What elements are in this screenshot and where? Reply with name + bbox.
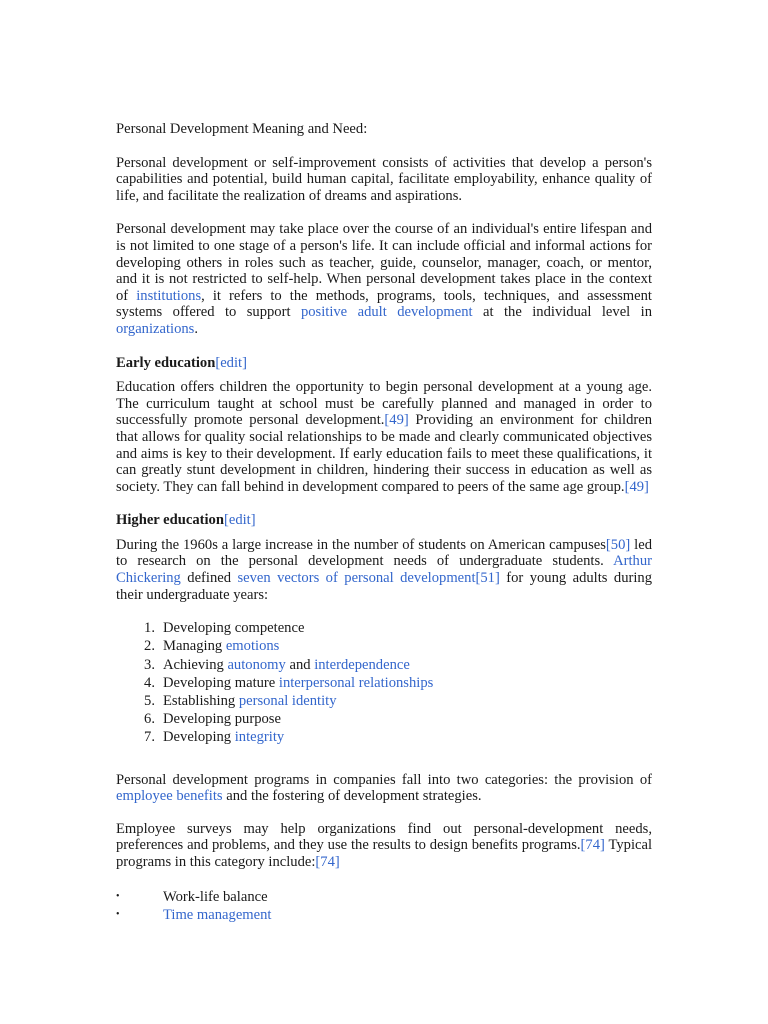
citation-74[interactable]: [74] [580,837,605,854]
list-item [116,656,652,674]
text-run: Typical programs in this category include: [116,837,653,871]
text-run: , it refers to the methods, programs, tools, techniques, and assessment systems offered to support [116,287,652,321]
intro-paragraph-1: Personal development or self-improvement consists of activities that develop a person's capabilities and potential, build human capital, facilitate employability, enhance quality of life, and facilitate the realization of dreams and aspirations. [116,154,652,204]
link-positive-adult-development[interactable]: positive adult development [300,304,473,321]
text-run: Employee surveys may help organizations find out personal-development needs, preferences and problems, and they use the results to design benefits programs. [116,820,652,854]
text-run: Establishing [163,693,239,710]
document-page [116,121,652,924]
heading-higher-education [116,512,652,529]
citation-74[interactable]: [74] [315,854,340,871]
list-number: 5. [144,693,155,710]
list-number: 4. [144,674,155,691]
programs-paragraph [116,772,652,805]
text-run: Developing purpose [163,711,281,728]
list-number: 6. [144,711,155,728]
link-organizations[interactable]: organizations [116,320,195,337]
text-run: Providing an environment for children that allows for quality social relationships to be made and clearly communicated objectives and aims is key to their development. If early education fails to meet these qualifications, it can greatly stunt development in children, hindering their success in education as well as society. They can fall behind in development compared to peers of the same age group. [116,412,652,495]
text-run: Personal development may take place over the course of an individual's entire lifespan and is not limited to one stage of a person's life. It can include official and informal actions for developing others in roles such as teacher, guide, counselor, manager, coach, or mentor, and it is not restricted to self-help. When personal development takes place in the context of [116,221,652,304]
list-number: 7. [144,729,155,746]
link-employee-benefits[interactable]: employee benefits [116,788,223,805]
bullet-icon: • [116,908,120,920]
citation-49[interactable]: [49] [384,412,409,429]
text-run: led to research on the personal development needs of undergraduate students. [116,536,652,570]
citation-51[interactable]: [51] [475,570,500,587]
vectors-list [116,619,652,746]
list-item [116,637,652,655]
citation-50[interactable]: [50] [605,536,631,553]
text-run: Developing mature [163,674,279,691]
heading-text: Higher education [116,512,224,529]
heading-early-education [116,355,652,372]
link-interpersonal-relationships[interactable]: interpersonal relationships [278,674,434,691]
text-run: Developing [163,729,235,746]
list-item [116,619,652,637]
edit-link-early-education[interactable]: [edit] [215,354,247,371]
text-run: During the 1960s a large increase in the number of students on American campuses [116,536,606,553]
higher-education-paragraph [116,537,652,603]
link-emotions[interactable]: emotions [225,638,280,655]
list-item [116,728,652,746]
link-time-management[interactable]: Time management [163,906,272,923]
text-run: Achieving [163,656,228,673]
link-arthur-chickering[interactable]: Arthur Chickering [116,553,652,587]
text-run: Developing competence [163,620,305,637]
link-seven-vectors[interactable]: seven vectors of personal development [237,570,476,587]
text-run: and the fostering of development strategies. [222,788,482,805]
early-education-paragraph [116,379,652,495]
link-interdependence[interactable]: interdependence [314,656,410,673]
list-number: 3. [144,656,155,673]
text-run: Work-life balance [163,888,268,905]
list-item [116,710,652,728]
link-autonomy[interactable]: autonomy [227,656,286,673]
edit-link-higher-education[interactable]: [edit] [223,512,256,529]
citation-49[interactable]: [49] [624,478,649,495]
text-run: for young adults during their undergraduate years: [116,570,653,603]
list-item [116,692,652,710]
heading-text: Early education [116,354,216,371]
text-run: . [194,320,199,337]
text-run: Education offers children the opportunity to begin personal development at a young age. The curriculum taught at school must be carefully planned and managed in order to successfully promote personal development. [116,379,652,429]
list-item [116,888,652,906]
surveys-paragraph [116,821,652,871]
list-item [116,674,652,692]
text-run: and [285,656,315,673]
list-item [116,906,652,924]
intro-paragraph-2 [116,221,652,337]
text-run: Personal development programs in companies fall into two categories: the provision of [116,771,652,788]
link-institutions[interactable]: institutions [136,287,202,304]
list-number: 1. [144,620,155,637]
text-run: at the individual level in [472,304,653,321]
link-personal-identity[interactable]: personal identity [238,693,337,710]
text-run: defined [180,570,238,587]
bullet-icon: • [116,890,120,902]
programs-bullet-list [116,888,652,924]
link-integrity[interactable]: integrity [234,729,285,746]
list-number: 2. [144,638,155,655]
document-title: Personal Development Meaning and Need: [116,121,368,137]
text-run: Managing [163,638,226,655]
